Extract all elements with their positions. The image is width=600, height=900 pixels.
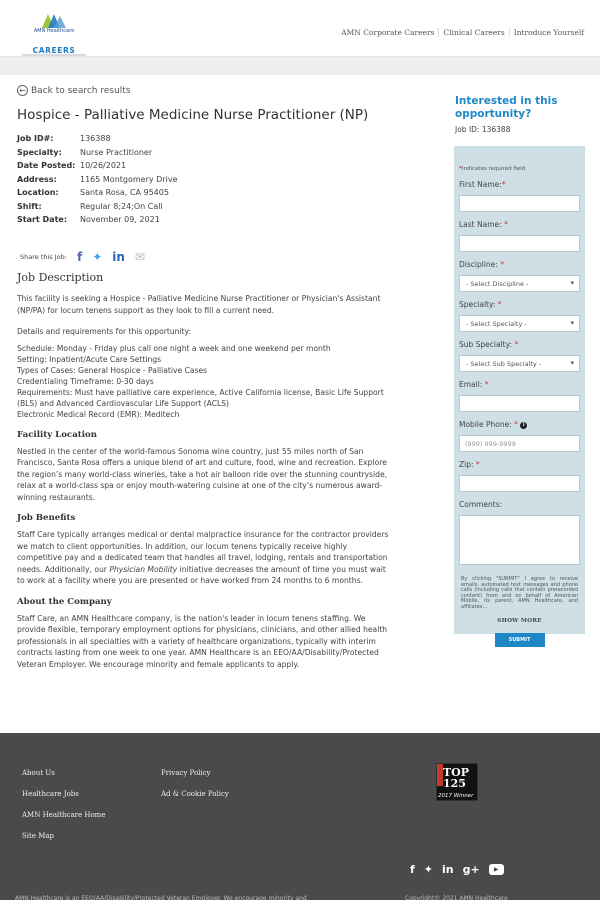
field-key: Address:	[17, 174, 57, 184]
nav-amn-corporate-careers[interactable]: AMN Corporate Careers	[337, 28, 439, 37]
field-key: Job ID#:	[17, 134, 54, 143]
start-date-row	[17, 215, 178, 229]
youtube-icon[interactable]: ▶	[489, 864, 504, 875]
footer-link-amn-home[interactable]: AMN Healthcare Home	[22, 811, 106, 819]
description-heading: Job Description	[17, 271, 104, 284]
email-icon[interactable]: ✉	[134, 250, 145, 264]
zip-input[interactable]	[459, 475, 580, 492]
company-text: Staff Care, an AMN Healthcare company, is the nation's leader in locum tenens staffing. We provide flexible, temporary employment options for physicians, clinicians, and other allied health professionals in all specialties with a variety of healthcare organizations, typically with interim contracts lasting from one week to one year. AMN Healthcare is an EEO/AA/Disability/Protected Veteran Employer. We encourage minority and female applicants to apply.	[17, 613, 388, 669]
top-nav	[337, 28, 588, 37]
linkedin-icon[interactable]: in	[442, 863, 454, 876]
top125-award-badge	[436, 763, 478, 801]
comments-label: Comments:	[459, 500, 503, 509]
logo-careers-label: CAREERS	[32, 46, 76, 55]
details-list	[17, 343, 389, 420]
last-name-input[interactable]	[459, 235, 580, 252]
detail-item: Requirements: Must have palliative care experience, Active California license, Basic Life Support (BLS) and Advanced Cardiovascular Life Support (ACLS)	[17, 387, 384, 408]
award-year: 2017 Winner	[438, 793, 474, 799]
detail-item: Setting: Inpatient/Acute Care Settings	[17, 354, 162, 364]
show-more-link[interactable]: SHOW MORE	[497, 617, 542, 624]
required-note: *Indicates required field	[459, 166, 526, 172]
footer-link-site-map[interactable]: Site Map	[22, 832, 55, 840]
company-heading: About the Company	[17, 596, 112, 607]
location-row	[17, 188, 178, 202]
consent-text: By clicking "SUBMIT" I agree to receive emails, automated text messages and phone calls (including calls that contain prerecorded content) from and on behalf of American Mobile, its parent, AMN Healthcare, and affiliates...	[461, 576, 578, 610]
description-intro: This facility is seeking a Hospice - Palliative Medicine Nurse Practitioner or Physician's Assistant (NP/PA) for locum tenens support as they look to fill a current need.	[17, 294, 381, 315]
sidebar-job-id: Job ID: 136388	[455, 125, 511, 134]
address-row	[17, 175, 178, 189]
first-name-input[interactable]	[459, 195, 580, 212]
share-bar	[20, 250, 145, 264]
field-key: Date Posted:	[17, 161, 76, 170]
job-id-row	[17, 134, 178, 148]
field-value: 10/26/2021	[80, 161, 127, 170]
last-name-label: Last Name: *	[459, 220, 508, 229]
info-icon[interactable]: i	[520, 422, 527, 429]
facebook-icon[interactable]: f	[76, 250, 83, 264]
benefits-text	[17, 529, 389, 586]
footer-eeo-text: AMN Healthcare is an EEO/AA/Disability/Protected Veteran Employer. We encourage minority and	[15, 895, 307, 900]
grey-banner	[0, 57, 600, 75]
mobile-phone-label: Mobile Phone: * i	[459, 420, 580, 429]
apply-form	[454, 146, 585, 643]
email-input[interactable]	[459, 395, 580, 412]
first-name-label: First Name:*	[459, 180, 506, 189]
twitter-icon[interactable]: ✦	[423, 863, 434, 876]
field-value: Nurse Practitioner	[80, 147, 153, 157]
job-details	[17, 134, 178, 229]
back-to-search-link[interactable]	[17, 85, 131, 96]
footer-link-healthcare-jobs[interactable]: Healthcare Jobs	[22, 790, 79, 798]
field-value: Santa Rosa, CA 95405	[80, 188, 169, 197]
details-heading: Details and requirements for this opportunity:	[17, 327, 192, 337]
footer-links-col1	[22, 769, 105, 853]
benefits-text-part: Staff Care typically arranges medical or dental malpractice insurance for the contractor providers we match to client opportunities. In addition, our locum tenens typically receive highly competitive pay and a dedicated team that handles all travel, lodging, rentals and transportation needs. Additionally, our	[17, 530, 389, 574]
shift-row	[17, 202, 178, 216]
nav-clinical-careers[interactable]: Clinical Careers	[439, 28, 509, 37]
amn-logo[interactable]	[22, 8, 86, 56]
footer-link-about-us[interactable]: About Us	[22, 769, 55, 777]
award-title: TOP 125	[443, 766, 470, 790]
specialty-label: Specialty: *	[459, 300, 502, 309]
site-header	[0, 0, 600, 57]
email-label: Email: *	[459, 380, 489, 389]
arrow-left-icon: ←	[17, 85, 28, 96]
mobile-phone-input[interactable]: (999) 999-9999	[459, 435, 580, 452]
job-title: Hospice - Palliative Medicine Nurse Practitioner (NP)	[17, 107, 369, 123]
footer-links-col2	[161, 769, 229, 811]
footer-copyright: Copyright© 2021 AMN Healthcare	[405, 895, 508, 900]
field-value: November 09, 2021	[80, 215, 160, 224]
social-links	[410, 863, 504, 876]
field-value: 1165 Montgomery Drive	[80, 174, 178, 184]
field-key: Start Date:	[17, 215, 68, 224]
benefits-heading: Job Benefits	[17, 513, 76, 524]
field-value: 136388	[80, 134, 111, 143]
field-value: Regular 8;24;On Call	[80, 201, 163, 211]
site-footer	[0, 733, 600, 900]
footer-link-privacy[interactable]: Privacy Policy	[161, 769, 211, 777]
linkedin-icon[interactable]: in	[112, 250, 125, 264]
discipline-select[interactable]: - Select Discipline - ▾	[459, 275, 580, 292]
sub-specialty-select[interactable]: - Select Sub Specialty - ▾	[459, 355, 580, 372]
detail-item: Credentialing Timeframe: 0-30 days	[17, 376, 154, 386]
job-description	[17, 272, 389, 680]
share-label: Share this Job:	[20, 253, 67, 261]
footer-link-ad-cookie[interactable]: Ad & Cookie Policy	[161, 790, 229, 798]
benefits-italic: Physician Mobility	[109, 564, 178, 574]
sidebar	[455, 95, 585, 134]
specialty-row	[17, 148, 178, 162]
detail-item: Schedule: Monday - Friday plus call one night a week and one weekend per month	[17, 343, 331, 353]
date-posted-row	[17, 161, 178, 175]
sub-specialty-label: Sub Specialty: *	[459, 340, 519, 349]
nav-introduce-yourself[interactable]: Introduce Yourself	[513, 28, 584, 37]
submit-button[interactable]: SUBMIT	[495, 633, 545, 647]
detail-item: Types of Cases: General Hospice - Palliative Cases	[17, 365, 208, 375]
back-link-label: Back to search results	[31, 85, 131, 96]
field-key: Location:	[17, 188, 59, 197]
benefits-text-part: initiative decreases the amount of time you must wait to work at a facility where you are presented or have worked from 24 months to 6 months.	[17, 564, 386, 586]
google-plus-icon[interactable]: g+	[462, 863, 480, 876]
facebook-icon[interactable]: f	[410, 863, 415, 876]
sidebar-heading: Interested in this opportunity?	[455, 95, 558, 120]
specialty-select[interactable]: - Select Specialty - ▾	[459, 315, 580, 332]
twitter-icon[interactable]: ✦	[92, 250, 103, 264]
field-key: Shift:	[17, 201, 42, 211]
logo-text: AMN Healthcare	[33, 28, 75, 34]
detail-item: Electronic Medical Record (EMR): Meditech	[17, 409, 180, 419]
facility-heading: Facility Location	[17, 429, 97, 440]
field-key: Specialty:	[17, 147, 62, 157]
comments-textarea[interactable]	[459, 515, 580, 565]
zip-label: Zip: *	[459, 460, 480, 469]
discipline-label: Discipline: *	[459, 260, 504, 269]
facility-text: Nestled in the center of the world-famous Sonoma wine country, just 55 miles north of San Francisco, Santa Rosa offers a unique blend of art and culture, food, wine and recreation. Explore the region’s many world-class wineries, take a hot air balloon ride over the stunning countryside, relax at a world-class spa or enjoy mouth-watering cuisine at one of the city’s numerous award-winning restaurants.	[17, 447, 388, 502]
